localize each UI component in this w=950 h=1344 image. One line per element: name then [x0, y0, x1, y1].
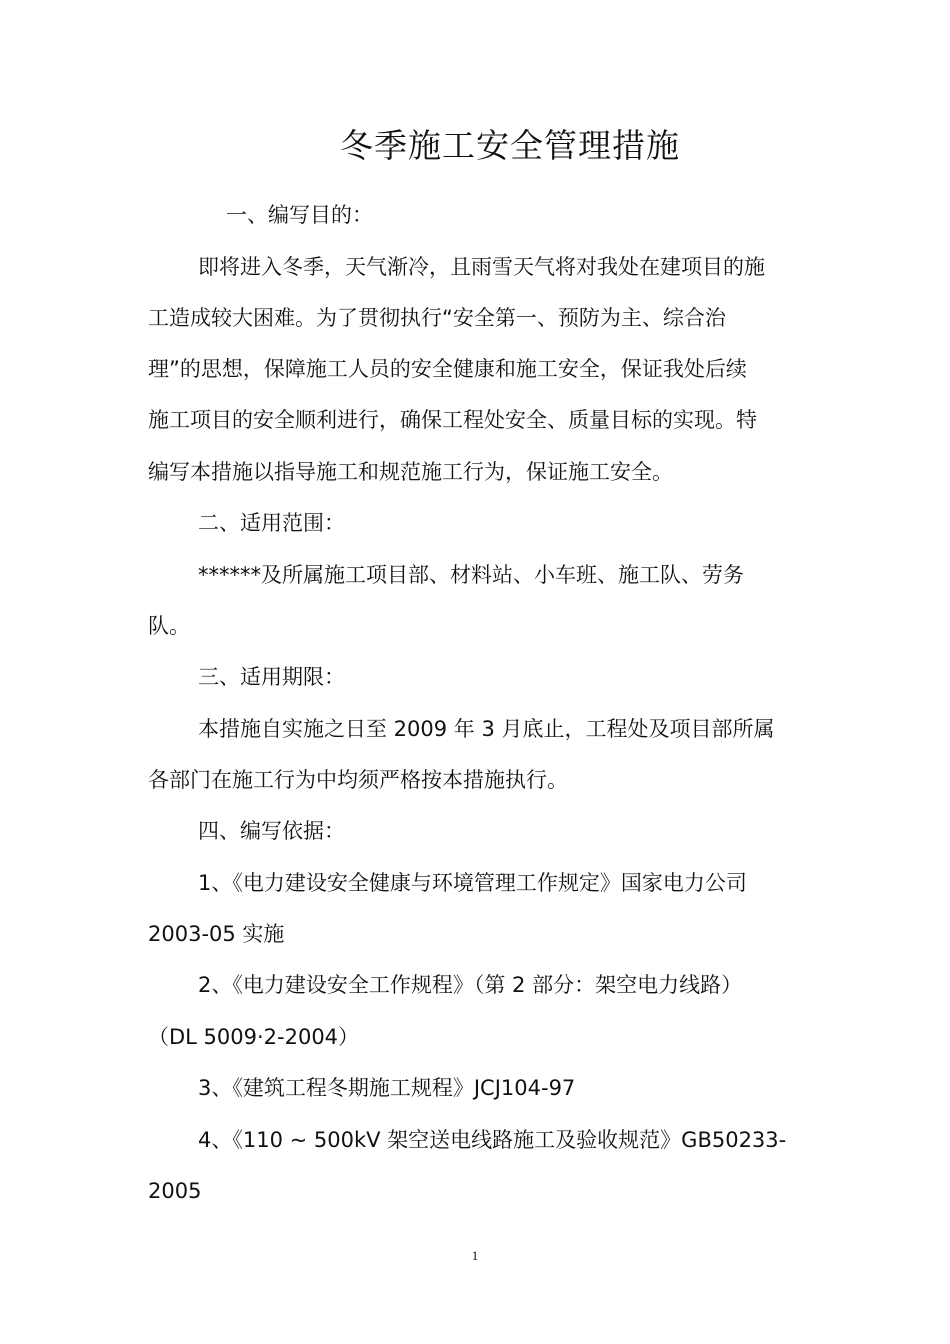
- reference-item-continued: （DL 5009·2-2004）: [148, 1025, 360, 1049]
- reference-item-continued: 2005: [148, 1179, 202, 1203]
- document-title: 冬季施工安全管理措施: [340, 126, 680, 165]
- paragraph-line: 各部门在施工行为中均须严格按本措施执行。: [148, 768, 568, 792]
- reference-item: 4、《110 ~ 500kV 架空送电线路施工及验收规范》GB50233-: [198, 1128, 787, 1152]
- reference-item-continued: 2003-05 实施: [148, 922, 285, 946]
- paragraph-line: ******及所属施工项目部、材料站、小车班、施工队、劳务: [198, 563, 744, 587]
- paragraph-line: 队。: [148, 614, 190, 638]
- reference-item: 1、《电力建设安全健康与环境管理工作规定》国家电力公司: [198, 871, 747, 895]
- section-heading-purpose: 一、编写目的：: [226, 203, 373, 227]
- reference-item: 3、《建筑工程冬期施工规程》JCJ104-97: [198, 1076, 576, 1100]
- paragraph-line: 即将进入冬季，天气渐冷，且雨雪天气将对我处在建项目的施: [198, 255, 765, 279]
- section-heading-basis: 四、编写依据：: [198, 819, 345, 843]
- page-number: 1: [471, 1248, 479, 1263]
- paragraph-line: 施工项目的安全顺利进行，确保工程处安全、质量目标的实现。特: [148, 408, 757, 432]
- paragraph-line: 编写本措施以指导施工和规范施工行为，保证施工安全。: [148, 460, 673, 484]
- reference-item: 2、《电力建设安全工作规程》（第 2 部分：架空电力线路）: [198, 973, 743, 997]
- section-heading-period: 三、适用期限：: [198, 665, 345, 689]
- section-heading-scope: 二、适用范围：: [198, 511, 345, 535]
- paragraph-line: 理”的思想，保障施工人员的安全健康和施工安全，保证我处后续: [148, 357, 747, 381]
- paragraph-line: 本措施自实施之日至 2009 年 3 月底止，工程处及项目部所属: [198, 717, 775, 741]
- paragraph-line: 工造成较大困难。为了贯彻执行“安全第一、预防为主、综合治: [148, 306, 726, 330]
